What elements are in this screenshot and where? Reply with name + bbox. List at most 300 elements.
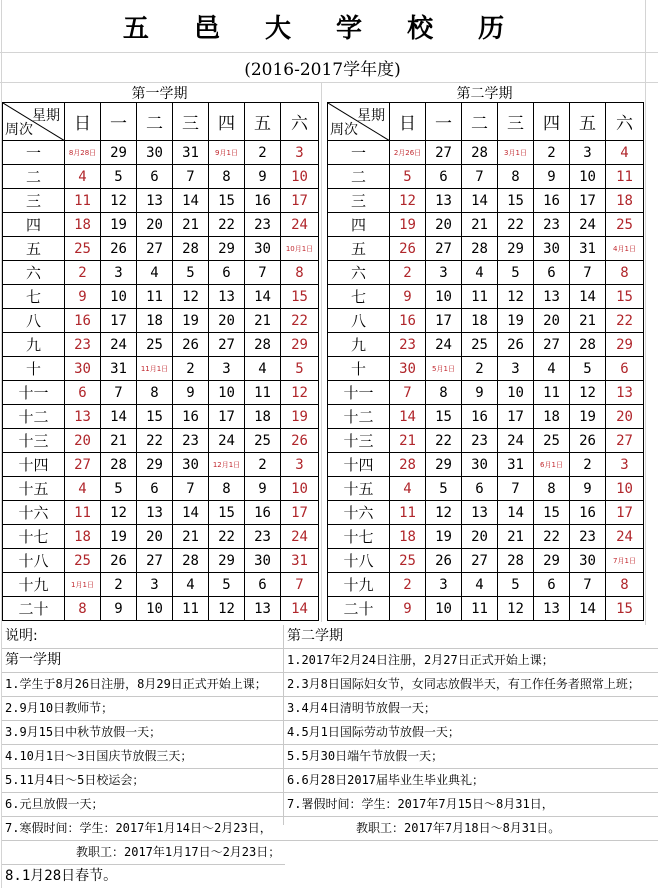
week-row <box>3 357 319 381</box>
date-cell: 12 <box>426 501 462 525</box>
date-cell: 13 <box>534 597 570 621</box>
date-cell: 3 <box>101 261 137 285</box>
week-number-cell: 二十 <box>3 597 65 621</box>
date-cell: 14 <box>173 501 209 525</box>
notes-semester-2-title: 第二学期 <box>284 625 658 649</box>
date-cell: 28 <box>173 549 209 573</box>
date-cell: 17 <box>281 189 319 213</box>
date-cell: 23 <box>245 525 281 549</box>
date-cell: 17 <box>570 189 606 213</box>
week-number-cell: 十二 <box>328 405 390 429</box>
date-cell: 20 <box>534 309 570 333</box>
date-cell: 7 <box>570 261 606 285</box>
date-cell: 23 <box>65 333 101 357</box>
date-cell: 11 <box>65 189 101 213</box>
date-cell: 31 <box>101 357 137 381</box>
date-cell: 21 <box>101 429 137 453</box>
date-cell: 3 <box>498 357 534 381</box>
date-cell: 2 <box>462 357 498 381</box>
date-cell: 20 <box>137 525 173 549</box>
day-header: 五 <box>245 103 281 141</box>
week-number-cell: 十六 <box>3 501 65 525</box>
day-header: 六 <box>606 103 644 141</box>
day-header: 一 <box>101 103 137 141</box>
date-cell: 3 <box>137 573 173 597</box>
note-item: 3.4月4日清明节放假一天； <box>284 697 658 721</box>
date-cell: 5 <box>390 165 426 189</box>
date-cell: 29 <box>606 333 644 357</box>
date-cell: 14 <box>101 405 137 429</box>
date-cell: 14 <box>498 501 534 525</box>
week-number-cell: 四 <box>3 213 65 237</box>
date-cell: 7 <box>245 261 281 285</box>
date-cell: 15 <box>534 501 570 525</box>
date-cell: 2 <box>173 357 209 381</box>
date-cell: 24 <box>209 429 245 453</box>
week-number-cell: 三 <box>3 189 65 213</box>
date-cell: 5 <box>101 165 137 189</box>
note-item: 1.学生于8月26日注册，8月29日正式开始上课； <box>2 673 285 697</box>
date-cell: 2 <box>101 573 137 597</box>
date-cell: 4 <box>462 573 498 597</box>
date-cell: 7 <box>101 381 137 405</box>
date-cell: 8 <box>498 165 534 189</box>
week-row <box>3 333 319 357</box>
week-number-cell: 一 <box>3 141 65 165</box>
date-cell: 7 <box>462 165 498 189</box>
notes-semester-1-title: 第一学期 <box>2 649 285 673</box>
month-start-cell: 12月1日 <box>209 453 245 477</box>
date-cell: 29 <box>498 237 534 261</box>
date-cell: 19 <box>426 525 462 549</box>
date-cell: 26 <box>426 549 462 573</box>
day-header: 三 <box>498 103 534 141</box>
date-cell: 2 <box>570 453 606 477</box>
date-cell: 26 <box>390 237 426 261</box>
date-cell: 8 <box>281 261 319 285</box>
date-cell: 18 <box>390 525 426 549</box>
week-number-cell: 二 <box>328 165 390 189</box>
day-header: 三 <box>173 103 209 141</box>
date-cell: 6 <box>606 357 644 381</box>
week-number-cell: 五 <box>3 237 65 261</box>
date-cell: 11 <box>462 597 498 621</box>
note-item: 2.9月10日教师节； <box>2 697 285 721</box>
week-row <box>3 189 319 213</box>
week-row <box>3 405 319 429</box>
date-cell: 6 <box>65 381 101 405</box>
note-item-continuation: 教职工：2017年7月18日～8月31日。 <box>284 817 658 841</box>
date-cell: 8 <box>534 477 570 501</box>
sheet-gridline <box>645 0 646 625</box>
date-cell: 25 <box>462 333 498 357</box>
date-cell: 27 <box>426 237 462 261</box>
week-row <box>3 597 319 621</box>
date-cell: 3 <box>570 141 606 165</box>
date-cell: 14 <box>390 405 426 429</box>
week-row <box>3 477 319 501</box>
date-cell: 23 <box>462 429 498 453</box>
week-number-cell: 十 <box>328 357 390 381</box>
date-cell: 18 <box>462 309 498 333</box>
week-number-cell: 十五 <box>328 477 390 501</box>
date-cell: 25 <box>390 549 426 573</box>
date-cell: 28 <box>390 453 426 477</box>
date-cell: 8 <box>426 381 462 405</box>
date-cell: 20 <box>462 525 498 549</box>
date-cell: 30 <box>173 453 209 477</box>
date-cell: 2 <box>534 141 570 165</box>
week-row <box>3 213 319 237</box>
date-cell: 9 <box>245 477 281 501</box>
date-cell: 13 <box>65 405 101 429</box>
date-cell: 21 <box>570 309 606 333</box>
week-row <box>328 309 644 333</box>
date-cell: 28 <box>101 453 137 477</box>
month-start-cell: 6月1日 <box>534 453 570 477</box>
date-cell: 15 <box>281 285 319 309</box>
date-cell: 24 <box>281 213 319 237</box>
week-row <box>328 573 644 597</box>
date-cell: 10 <box>426 285 462 309</box>
date-cell: 6 <box>209 261 245 285</box>
date-cell: 2 <box>65 261 101 285</box>
date-cell: 28 <box>462 237 498 261</box>
date-cell: 7 <box>390 381 426 405</box>
date-cell: 9 <box>570 477 606 501</box>
date-cell: 13 <box>534 285 570 309</box>
week-number-cell: 六 <box>328 261 390 285</box>
month-start-cell: 4月1日 <box>606 237 644 261</box>
date-cell: 20 <box>209 309 245 333</box>
month-start-cell: 2月26日 <box>390 141 426 165</box>
date-cell: 11 <box>390 501 426 525</box>
week-row <box>328 525 644 549</box>
date-cell: 25 <box>65 237 101 261</box>
date-cell: 17 <box>426 309 462 333</box>
date-cell: 23 <box>173 429 209 453</box>
semester-1-calendar <box>2 102 319 621</box>
date-cell: 20 <box>65 429 101 453</box>
day-header: 四 <box>209 103 245 141</box>
date-cell: 23 <box>245 213 281 237</box>
date-cell: 3 <box>281 141 319 165</box>
date-cell: 5 <box>209 573 245 597</box>
date-cell: 27 <box>65 453 101 477</box>
date-cell: 2 <box>245 453 281 477</box>
date-cell: 4 <box>390 477 426 501</box>
date-cell: 25 <box>65 549 101 573</box>
note-item: 6.元旦放假一天； <box>2 793 285 817</box>
note-item: 4.10月1日～3日国庆节放假三天； <box>2 745 285 769</box>
week-number-cell: 六 <box>3 261 65 285</box>
week-number-cell: 七 <box>3 285 65 309</box>
date-cell: 29 <box>281 333 319 357</box>
date-cell: 19 <box>101 213 137 237</box>
date-cell: 20 <box>137 213 173 237</box>
date-cell: 8 <box>606 573 644 597</box>
day-header: 四 <box>534 103 570 141</box>
date-cell: 15 <box>426 405 462 429</box>
week-row <box>328 333 644 357</box>
date-cell: 18 <box>245 405 281 429</box>
week-row <box>328 429 644 453</box>
date-cell: 27 <box>534 333 570 357</box>
date-cell: 27 <box>462 549 498 573</box>
date-cell: 11 <box>173 597 209 621</box>
date-cell: 18 <box>65 525 101 549</box>
date-cell: 26 <box>498 333 534 357</box>
date-cell: 15 <box>606 597 644 621</box>
date-cell: 23 <box>534 213 570 237</box>
week-number-cell: 九 <box>328 333 390 357</box>
date-cell: 27 <box>426 141 462 165</box>
week-row <box>328 597 644 621</box>
date-cell: 7 <box>281 573 319 597</box>
page-title: 五 邑 大 学 校 历 <box>122 13 523 44</box>
date-cell: 11 <box>606 165 644 189</box>
week-number-cell: 二十 <box>328 597 390 621</box>
date-cell: 24 <box>101 333 137 357</box>
date-cell: 19 <box>498 309 534 333</box>
date-cell: 18 <box>606 189 644 213</box>
date-cell: 25 <box>606 213 644 237</box>
week-row <box>328 141 644 165</box>
date-cell: 15 <box>209 501 245 525</box>
date-cell: 7 <box>498 477 534 501</box>
date-cell: 4 <box>462 261 498 285</box>
date-cell: 23 <box>570 525 606 549</box>
date-cell: 5 <box>173 261 209 285</box>
date-cell: 11 <box>65 501 101 525</box>
date-cell: 10 <box>101 285 137 309</box>
week-number-cell: 八 <box>328 309 390 333</box>
date-cell: 12 <box>173 285 209 309</box>
date-cell: 24 <box>498 429 534 453</box>
week-axis-label: 周次 <box>5 122 33 138</box>
week-number-cell: 五 <box>328 237 390 261</box>
date-cell: 8 <box>209 477 245 501</box>
date-cell: 17 <box>281 501 319 525</box>
week-number-cell: 十 <box>3 357 65 381</box>
date-cell: 13 <box>426 189 462 213</box>
date-cell: 24 <box>281 525 319 549</box>
date-cell: 30 <box>137 141 173 165</box>
date-cell: 22 <box>426 429 462 453</box>
week-row <box>3 525 319 549</box>
week-axis-label: 周次 <box>330 122 358 138</box>
date-cell: 20 <box>426 213 462 237</box>
date-cell: 13 <box>137 501 173 525</box>
date-cell: 11 <box>462 285 498 309</box>
date-cell: 28 <box>245 333 281 357</box>
date-cell: 5 <box>570 357 606 381</box>
date-cell: 30 <box>462 453 498 477</box>
date-cell: 21 <box>245 309 281 333</box>
date-cell: 29 <box>209 549 245 573</box>
week-row <box>328 477 644 501</box>
date-cell: 22 <box>209 213 245 237</box>
week-row <box>3 549 319 573</box>
date-cell: 9 <box>462 381 498 405</box>
week-number-cell: 七 <box>328 285 390 309</box>
date-cell: 10 <box>498 381 534 405</box>
date-cell: 6 <box>245 573 281 597</box>
date-cell: 13 <box>209 285 245 309</box>
date-cell: 22 <box>606 309 644 333</box>
day-header: 日 <box>65 103 101 141</box>
date-cell: 29 <box>101 141 137 165</box>
date-cell: 10 <box>209 381 245 405</box>
date-cell: 9 <box>101 597 137 621</box>
weekday-axis-label: 星期 <box>32 108 60 124</box>
date-cell: 18 <box>534 405 570 429</box>
date-cell: 21 <box>498 525 534 549</box>
date-cell: 24 <box>570 213 606 237</box>
date-cell: 10 <box>281 165 319 189</box>
week-row <box>3 573 319 597</box>
week-number-cell: 八 <box>3 309 65 333</box>
week-row <box>3 237 319 261</box>
date-cell: 3 <box>209 357 245 381</box>
academic-year-subtitle: (2016-2017学年度) <box>244 60 401 80</box>
week-number-cell: 十三 <box>3 429 65 453</box>
date-cell: 13 <box>137 189 173 213</box>
week-number-cell: 十四 <box>3 453 65 477</box>
date-cell: 16 <box>245 501 281 525</box>
date-cell: 29 <box>209 237 245 261</box>
date-cell: 14 <box>462 189 498 213</box>
date-cell: 13 <box>462 501 498 525</box>
date-cell: 19 <box>390 213 426 237</box>
date-cell: 13 <box>606 381 644 405</box>
date-cell: 22 <box>498 213 534 237</box>
date-cell: 3 <box>606 453 644 477</box>
week-number-cell: 十九 <box>328 573 390 597</box>
month-start-cell: 7月1日 <box>606 549 644 573</box>
date-cell: 16 <box>390 309 426 333</box>
date-cell: 3 <box>426 573 462 597</box>
date-cell: 28 <box>498 549 534 573</box>
date-cell: 6 <box>462 477 498 501</box>
date-cell: 30 <box>245 237 281 261</box>
date-cell: 21 <box>390 429 426 453</box>
date-cell: 4 <box>173 573 209 597</box>
weekday-axis-label: 星期 <box>357 108 385 124</box>
month-start-cell: 11月1日 <box>137 357 173 381</box>
date-cell: 29 <box>534 549 570 573</box>
day-header: 日 <box>390 103 426 141</box>
note-item: 7.寒假时间：学生：2017年1月14日～2月23日， <box>2 817 285 841</box>
week-number-cell: 十一 <box>328 381 390 405</box>
notes-heading: 说明: <box>2 625 285 649</box>
date-cell: 22 <box>281 309 319 333</box>
note-item: 2.3月8日国际妇女节，女同志放假半天，有工作任务者照常上班； <box>284 673 658 697</box>
date-cell: 16 <box>462 405 498 429</box>
date-cell: 16 <box>65 309 101 333</box>
week-number-cell: 三 <box>328 189 390 213</box>
date-cell: 10 <box>137 597 173 621</box>
date-cell: 17 <box>498 405 534 429</box>
date-cell: 31 <box>498 453 534 477</box>
week-row <box>328 501 644 525</box>
note-item: 5.5月30日端午节放假一天； <box>284 745 658 769</box>
date-cell: 3 <box>281 453 319 477</box>
week-number-cell: 四 <box>328 213 390 237</box>
date-cell: 15 <box>606 285 644 309</box>
date-cell: 30 <box>390 357 426 381</box>
date-cell: 10 <box>426 597 462 621</box>
date-cell: 7 <box>173 477 209 501</box>
date-cell: 22 <box>209 525 245 549</box>
date-cell: 6 <box>137 165 173 189</box>
date-cell: 24 <box>426 333 462 357</box>
semester-1-title: 第一学期 <box>131 85 188 102</box>
date-cell: 27 <box>137 549 173 573</box>
date-cell: 28 <box>462 141 498 165</box>
date-cell: 6 <box>534 261 570 285</box>
week-number-cell: 十一 <box>3 381 65 405</box>
date-cell: 25 <box>245 429 281 453</box>
date-cell: 5 <box>281 357 319 381</box>
date-cell: 6 <box>137 477 173 501</box>
day-header: 一 <box>426 103 462 141</box>
date-cell: 31 <box>281 549 319 573</box>
date-cell: 4 <box>534 357 570 381</box>
date-cell: 17 <box>209 405 245 429</box>
date-cell: 5 <box>498 573 534 597</box>
month-start-cell: 3月1日 <box>498 141 534 165</box>
date-cell: 9 <box>245 165 281 189</box>
date-cell: 30 <box>65 357 101 381</box>
date-cell: 12 <box>498 285 534 309</box>
date-cell: 21 <box>462 213 498 237</box>
date-cell: 6 <box>534 573 570 597</box>
date-cell: 17 <box>101 309 137 333</box>
date-cell: 22 <box>137 429 173 453</box>
date-cell: 9 <box>390 597 426 621</box>
date-cell: 4 <box>137 261 173 285</box>
week-row <box>3 453 319 477</box>
date-cell: 26 <box>173 333 209 357</box>
calendar-header-row <box>3 103 319 141</box>
week-number-cell: 十三 <box>328 429 390 453</box>
date-cell: 16 <box>173 405 209 429</box>
week-row <box>3 165 319 189</box>
date-cell: 15 <box>209 189 245 213</box>
date-cell: 4 <box>65 477 101 501</box>
notes-semester-1 <box>2 625 285 888</box>
week-row <box>328 453 644 477</box>
date-cell: 21 <box>173 525 209 549</box>
note-item: 7.署假时间：学生：2017年7月15日～8月31日， <box>284 793 658 817</box>
week-number-cell: 十四 <box>328 453 390 477</box>
date-cell: 3 <box>426 261 462 285</box>
date-cell: 7 <box>570 573 606 597</box>
date-cell: 29 <box>426 453 462 477</box>
week-row <box>3 309 319 333</box>
date-cell: 25 <box>137 333 173 357</box>
week-number-cell: 十七 <box>3 525 65 549</box>
note-item: 8.1月28日春节。 <box>5 868 118 884</box>
corner-header-cell <box>3 103 65 141</box>
week-row <box>3 261 319 285</box>
week-number-cell: 二 <box>3 165 65 189</box>
week-row <box>328 237 644 261</box>
date-cell: 14 <box>281 597 319 621</box>
week-row <box>328 405 644 429</box>
week-row <box>328 285 644 309</box>
